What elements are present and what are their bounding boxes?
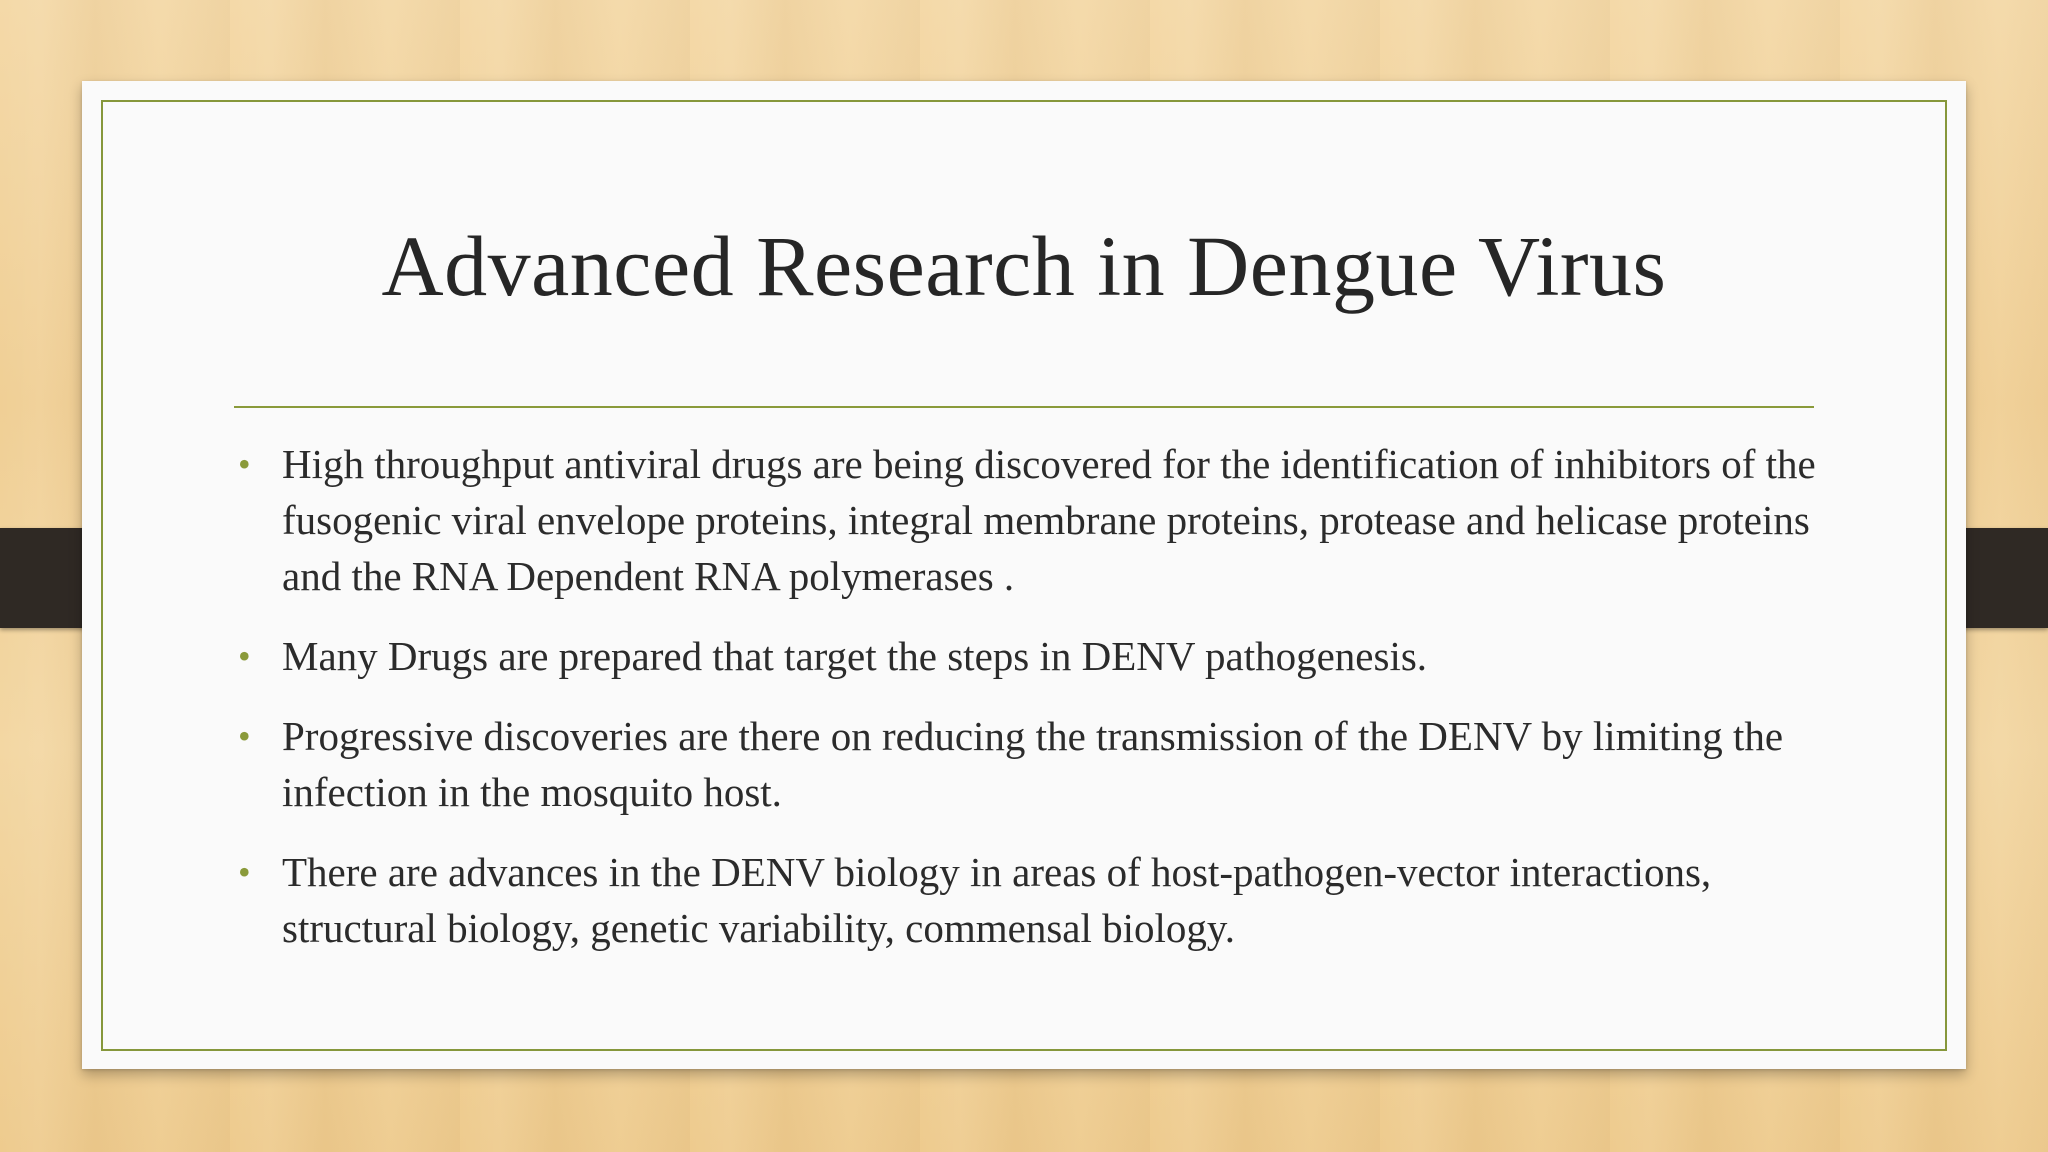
bullet-item xyxy=(236,708,1816,820)
bullet-list xyxy=(236,436,1816,980)
bullet-item xyxy=(236,628,1816,684)
bullet-icon: • xyxy=(238,636,251,676)
bullet-item xyxy=(236,436,1816,604)
bullet-item xyxy=(236,844,1816,956)
bullet-text: There are advances in the DENV biology in areas of host-pathogen-vector interactions, structural biology, genetic variability, commensal biology. xyxy=(282,849,1712,951)
bullet-text: High throughput antiviral drugs are being discovered for the identification of inhibitors of the fusogenic viral envelope proteins, integral membrane proteins, protease and helicase proteins and the RNA Dependent RNA polymerases . xyxy=(282,441,1816,599)
bullet-text: Many Drugs are prepared that target the steps in DENV pathogenesis. xyxy=(282,633,1428,679)
bullet-text: Progressive discoveries are there on reducing the transmission of the DENV by limiting the infection in the mosquito host. xyxy=(282,713,1784,815)
bullet-icon: • xyxy=(238,444,251,484)
bullet-icon: • xyxy=(238,716,251,756)
slide-title: Advanced Research in Dengue Virus xyxy=(381,218,1667,314)
title-divider xyxy=(234,406,1814,408)
slide-card xyxy=(82,81,1966,1069)
bullet-icon: • xyxy=(238,852,251,892)
